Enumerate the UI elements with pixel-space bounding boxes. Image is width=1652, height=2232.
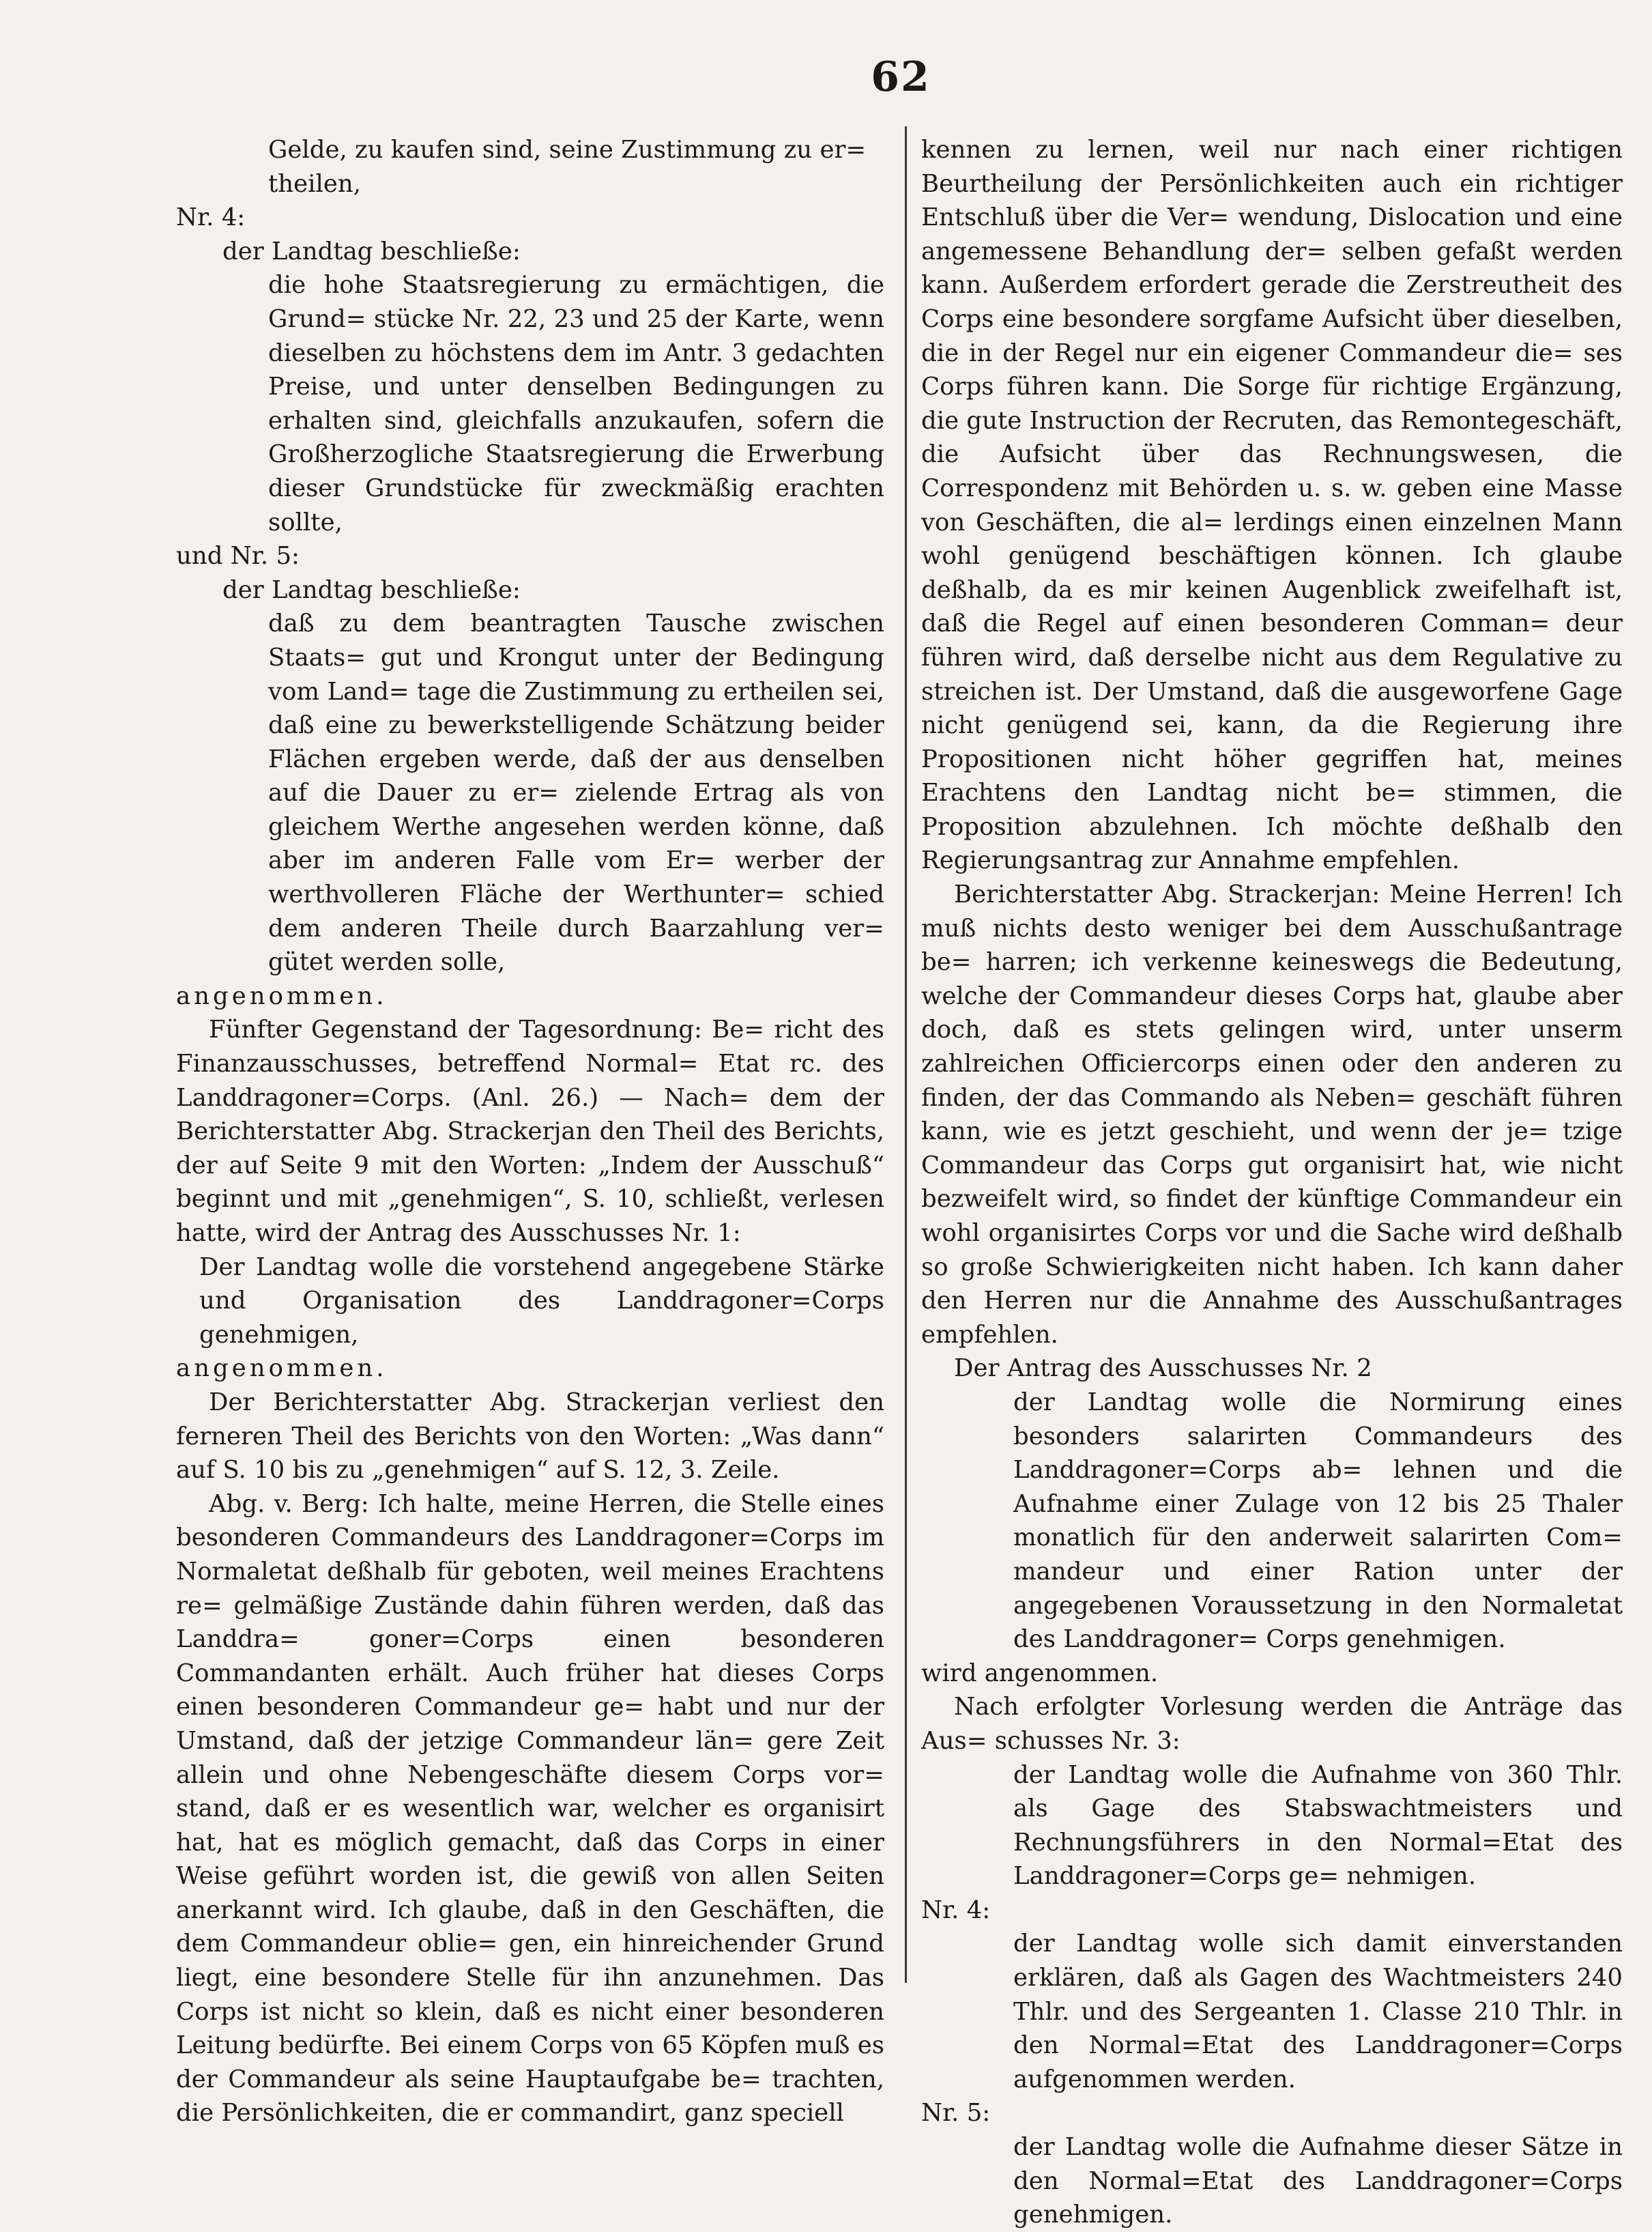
right-column-paragraph: der Landtag wolle die Normirung eines besonders salarirten Commandeurs des Landdragoner=Corps ab= lehnen und die Aufnahme einer Zulage von 12 bis 25 Thaler monatlich für den anderweit salarirten Com= mandeur und einer Ration unter der angegebenen Voraussetzung in den Normaletat des Landdragoner= Corps genehmigen.	[1013, 1388, 1623, 1654]
left-column-paragraph: Abg. v. Berg: Ich halte, meine Herren, die Stelle eines besonderen Commandeurs des Landdragoner=Corps im Normaletat deßhalb für geboten, weil meines Erachtens re= gelmäßige Zustände dahin führen werden, daß das Landdra= goner=Corps einen besonderen Commandanten erhält. Auch früher hat dieses Corps einen besonderen Commandeur ge= habt und nur der Umstand, daß der jetzige Commandeur län= gere Zeit allein und ohne Nebengeschäfte diesem Corps vor= stand, daß er es wesentlich war, welcher es organisirt hat, hat es möglich gemacht, daß das Corps in einer Weise geführt worden ist, die gewiß von allen Seiten anerkannt wird. Ich glaube, daß in den Geschäften, die dem Commandeur oblie= gen, ein hinreichender Grund liegt, eine besondere Stelle für ihn anzunehmen. Das Corps ist nicht so klein, daß es nicht einer besonderen Leitung bedürfte. Bei einem Corps von 65 Köpfen muß es der Commandeur als seine Hauptaufgabe be= trachten, die Persönlichkeiten, die er commandirt, ganz speciell	[176, 1489, 884, 2128]
right-column-paragraph: kennen zu lernen, weil nur nach einer richtigen Beurtheilung der Persönlichkeiten auch ein richtiger Entschluß über die Ver= wendung, Dislocation und eine angemessene Behandlung der= selben gefaßt werden kann. Außerdem erfordert gerade die Zerstreutheit des Corps eine besondere sorgfame Aufsicht über dieselben, die in der Regel nur ein eigener Commandeur die= ses Corps führen kann. Die Sorge für richtige Ergänzung, die gute Instruction der Recruten, das Remontegeschäft, die Aufsicht über das Rechnungswesen, die Correspondenz mit Behörden u. s. w. geben eine Masse von Geschäften, die al= lerdings einen einzelnen Mann wohl genügend beschäftigen können. Ich glaube deßhalb, da es mir keinen Augenblick zweifelhaft ist, daß die Regel auf einen besonderen Comman= deur führen wird, daß derselbe nicht aus dem Regulative zu streichen ist. Der Umstand, daß die ausgeworfene Gage nicht genügend sei, kann, da die Regierung ihre Propositionen nicht höher gegriffen hat, meines Erachtens den Landtag nicht be= stimmen, die Proposition abzulehnen. Ich möchte deßhalb den Regierungsantrag zur Annahme empfehlen.	[921, 136, 1623, 875]
left-column-paragraph: angenommen.	[176, 1354, 388, 1383]
right-column-paragraph: der Landtag wolle sich damit einverstanden erklären, daß als Gagen des Wachtmeisters 240 Thlr. und des Sergeanten 1. Classe 210 Thlr. in den Normal=Etat des Landdragoner=Corps aufgenommen werden.	[1013, 1930, 1623, 2093]
right-column	[921, 133, 1623, 2232]
left-column	[176, 133, 884, 2130]
left-column-paragraph: Der Berichterstatter Abg. Strackerjan verliest den ferneren Theil des Berichts von den Worten: „Was dann“ auf S. 10 bis zu „genehmigen“ auf S. 12, 3. Zeile.	[176, 1388, 884, 1485]
right-column-paragraph: der Landtag wolle die Aufnahme dieser Sätze in den Normal=Etat des Landdragoner=Corps genehmigen.	[1013, 2133, 1623, 2229]
right-column-paragraph: Berichterstatter Abg. Strackerjan: Meine Herren! Ich muß nichts desto weniger bei dem Ausschußantrage be= harren; ich verkenne keineswegs die Bedeutung, welche der Commandeur dieses Corps hat, glaube aber doch, daß es stets gelingen wird, unter unserm zahlreichen Officiercorps einen oder den anderen zu finden, der das Commando als Neben= geschäft führen kann, wie es jetzt geschieht, und wenn der je= tzige Commandeur das Corps gut organisirt hat, wie nicht bezweifelt wird, so findet der künftige Commandeur ein wohl organisirtes Corps vor und die Sache wird deßhalb so große Schwierigkeiten nicht haben. Ich kann daher den Herren nur die Annahme des Ausschußantrages empfehlen.	[921, 881, 1623, 1349]
left-column-paragraph: daß zu dem beantragten Tausche zwischen Staats= gut und Krongut unter der Bedingung vom Land= tage die Zustimmung zu ertheilen sei, daß eine zu bewerkstelligende Schätzung beider Flächen ergeben werde, daß der aus denselben auf die Dauer zu er= zielende Ertrag als von gleichem Werthe angesehen werden könne, daß aber im anderen Falle vom Er= werber der werthvolleren Fläche der Werthunter= schied dem anderen Theile durch Baarzahlung ver= gütet werden solle,	[268, 610, 884, 977]
right-column-paragraph: wird angenommen.	[921, 1659, 1159, 1687]
left-column-paragraph: und Nr. 5:	[176, 542, 300, 571]
right-column-paragraph: der Landtag wolle die Aufnahme von 360 Thlr. als Gage des Stabswachtmeisters und Rechnungsführers in den Normal=Etat des Landdragoner=Corps ge= nehmigen.	[1013, 1760, 1623, 1891]
right-column-paragraph: Der Antrag des Ausschusses Nr. 2	[954, 1354, 1372, 1383]
right-column-paragraph: Nr. 4:	[921, 1895, 991, 1924]
column-divider	[905, 126, 907, 1983]
left-column-paragraph: Fünfter Gegenstand der Tagesordnung: Be= richt des Finanzausschusses, betreffend Normal= Etat rc. des Landdragoner=Corps. (Anl. 26.) — Nach= dem der Berichterstatter Abg. Strackerjan den Theil des Berichts, der auf Seite 9 mit den Worten: „Indem der Ausschuß“ beginnt und mit „genehmigen“, S. 10, schließt, verlesen hatte, wird der Antrag des Ausschusses Nr. 1:	[176, 1016, 884, 1247]
page-number: 62	[871, 53, 931, 101]
left-column-paragraph: die hohe Staatsregierung zu ermächtigen, die Grund= stücke Nr. 22, 23 und 25 der Karte, wenn dieselben zu höchstens dem im Antr. 3 gedachten Preise, und unter denselben Bedingungen zu erhalten sind, gleichfalls anzukaufen, sofern die Großherzogliche Staatsregierung die Erwerbung dieser Grundstücke für zweckmäßig erachten sollte,	[268, 271, 884, 536]
left-column-paragraph: theilen,	[268, 169, 362, 198]
left-column-paragraph: Der Landtag wolle die vorstehend angegebene Stärke und Organisation des Landdragoner=Corps genehmigen,	[199, 1253, 884, 1349]
left-column-paragraph: der Landtag beschließe:	[222, 237, 521, 266]
right-column-paragraph: Nr. 5:	[921, 2099, 991, 2128]
left-column-paragraph: Gelde, zu kaufen sind, seine Zustimmung zu er=	[268, 136, 867, 164]
right-column-paragraph: Nach erfolgter Vorlesung werden die Anträge das Aus= schusses Nr. 3:	[921, 1693, 1623, 1755]
left-column-paragraph: der Landtag beschließe:	[222, 575, 521, 604]
left-column-paragraph: angenommen.	[176, 982, 388, 1010]
left-column-paragraph: Nr. 4:	[176, 203, 246, 232]
